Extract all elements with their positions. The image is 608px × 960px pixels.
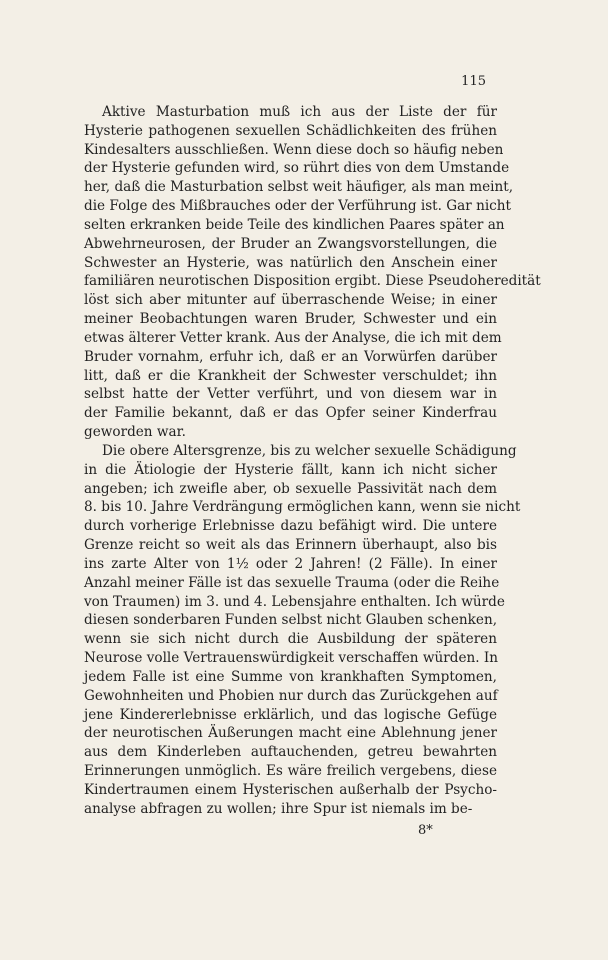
text-line: Grenze reicht so weit als das Erinnern überhaupt, also bis [84, 537, 497, 554]
text-line: Bruder vornahm, erfuhr ich, daß er an Vorwürfen darüber [84, 348, 497, 365]
text-line: her, daß die Masturbation selbst weit häufiger, als man meint, [84, 179, 514, 196]
text-line: Kindesalters ausschließen. Wenn diese doch so häufig neben [84, 141, 504, 158]
text-line: der Hysterie gefunden wird, so rührt dies von dem Umstande [84, 160, 510, 177]
text-line: meiner Beobachtungen waren Bruder, Schwester und ein [84, 311, 497, 328]
body-text [84, 103, 541, 818]
text-line: von Traumen) im 3. und 4. Lebensjahre enthalten. Ich würde [84, 593, 505, 610]
text-line: Gewohnheiten und Phobien nur durch das Zurückgehen auf [84, 687, 498, 704]
text-line: Neurose volle Vertrauenswürdigkeit verschaffen würden. In [84, 650, 499, 667]
text-line: wenn sie sich nicht durch die Ausbildung der späteren [84, 631, 497, 648]
text-line: Schwester an Hysterie, was natürlich den Anschein einer [84, 254, 497, 271]
text-line: etwas älterer Vetter krank. Aus der Analyse, die ich mit dem [84, 329, 502, 346]
text-line: 8. bis 10. Jahre Verdrängung ermöglichen kann, wenn sie nicht [84, 499, 521, 516]
text-line: selten erkranken beide Teile des kindlichen Paares später an [84, 216, 505, 233]
text-line: aus dem Kinderleben auftauchenden, getreu bewahrten [84, 744, 497, 761]
text-line: Hysterie pathogenen sexuellen Schädlichkeiten des frühen [84, 122, 497, 139]
text-line: der neurotischen Äußerungen macht eine Ablehnung jener [84, 725, 497, 742]
text-line: Anzahl meiner Fälle ist das sexuelle Trauma (oder die Reihe [84, 574, 500, 591]
text-line: litt, daß er die Krankheit der Schwester verschuldet; ihn [84, 367, 497, 384]
text-line: Kindertraumen einem Hysterischen außerhalb der Psycho- [84, 781, 497, 798]
text-line: selbst hatte der Vetter verführt, und von diesem war in [84, 386, 497, 403]
text-line: jene Kindererlebnisse erklärlich, und das logische Gefüge [84, 706, 497, 723]
text-line: die Folge des Mißbrauches oder der Verführung ist. Gar nicht [84, 198, 512, 215]
text-line: Die obere Altersgrenze, bis zu welcher sexuelle Schädigung [102, 442, 517, 459]
text-line: geworden war. [84, 424, 186, 441]
text-line: diesen sonderbaren Funden selbst nicht Glauben schenken, [84, 612, 498, 629]
printer-signature-mark: 8* [418, 823, 433, 838]
text-line: Erinnerungen unmöglich. Es wäre freilich vergebens, diese [84, 762, 497, 779]
text-line: Abwehrneurosen, der Bruder an Zwangsvorstellungen, die [84, 235, 497, 252]
page-number: 115 [461, 74, 486, 89]
text-line: Aktive Masturbation muß ich aus der Liste der für [102, 104, 497, 120]
text-line: angeben; ich zweifle aber, ob sexuelle Passivität nach dem [84, 480, 497, 497]
text-line: ins zarte Alter von 1½ oder 2 Jahren! (2 Fälle). In einer [84, 555, 497, 572]
text-line: analyse abfragen zu wollen; ihre Spur ist niemals im be- [84, 800, 473, 817]
text-line: durch vorherige Erlebnisse dazu befähigt wird. Die untere [84, 518, 497, 535]
text-line: löst sich aber mitunter auf überraschende Weise; in einer [84, 292, 497, 309]
text-line: der Familie bekannt, daß er das Opfer seiner Kinderfrau [84, 405, 497, 422]
text-line: in die Ätiologie der Hysterie fällt, kann ich nicht sicher [84, 461, 497, 478]
text-line: jedem Falle ist eine Summe von krankhaften Symptomen, [84, 668, 497, 685]
text-line: familiären neurotischen Disposition ergibt. Diese Pseudoheredität [84, 273, 541, 290]
